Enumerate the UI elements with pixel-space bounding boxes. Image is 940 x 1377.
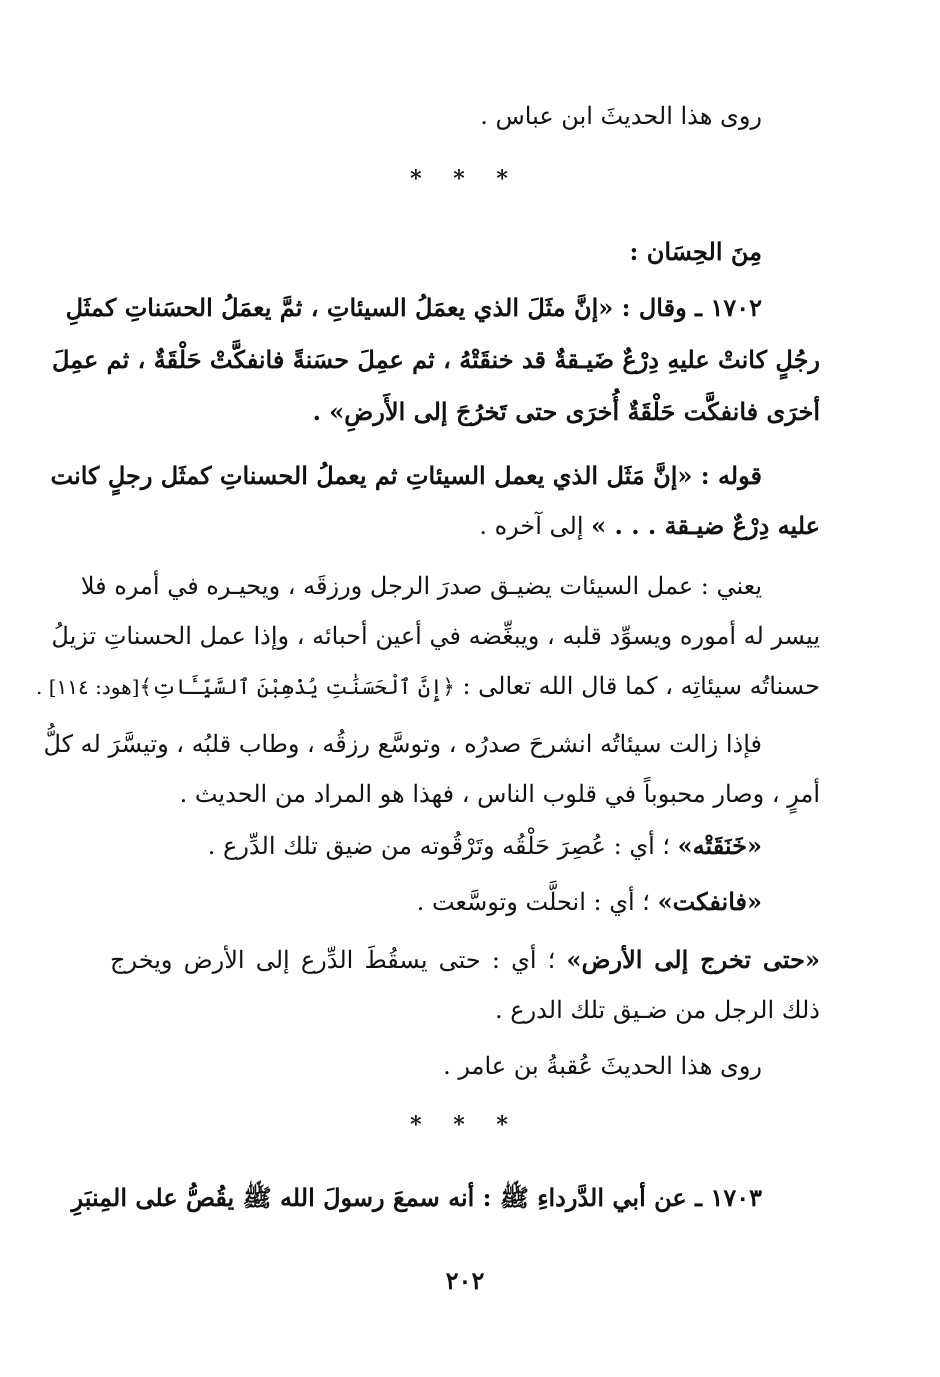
explanation-line-4: فإذا زالت سيئاتُه انشرحَ صدرُه ، وتوسَّع رزقُه ، وطاب قلبُه ، وتيسَّرَ له كلُّ (43, 730, 762, 758)
hadith-1703-line-1: ١٧٠٣ ـ عن أبي الدَّرداءِ ﷺ : أنه سمعَ رسولَ الله ﷺ يقُصُّ على المِنبَرِ (71, 1183, 762, 1212)
quote-continuation: عليه دِرْعٌ ضيـقة . . . » (591, 511, 820, 540)
gloss-term: «خَنَقَتْه» (677, 831, 762, 860)
hadith-1702-line-2: رجُلٍ كانتْ عليهِ دِرْعٌ ضَيـقةٌ قد خنقَتْهُ ، ثم عمِلَ حسَنةً فانفكَّتْ حَلْقَةٌ ، ثم عمِلَ (51, 345, 820, 374)
explanation-line-2: ييسر له أموره ويسوِّد قلبه ، ويبغِّضه في أعين أحبائه ، وإذا عمل الحسناتِ تزيلُ (51, 622, 820, 650)
quote-suffix: إلى آخره . (479, 512, 592, 540)
document-page (36, 0, 821, 1377)
section-separator-stars: * * * (410, 1112, 520, 1138)
verse-reference: [هود: ١١٤] . (36, 675, 140, 699)
section-heading: مِنَ الحِسَان : (629, 237, 762, 266)
hadith-1702-line-1: ١٧٠٢ ـ وقال : «إنَّ مثَلَ الذي يعمَلُ السيئاتِ ، ثمَّ يعمَلُ الحسَناتِ كمثَلِ (65, 293, 762, 322)
gloss-hatta-takhruj (110, 940, 820, 980)
hadith-1702-line-3: أخرَى فانفكَّت حَلْقَةٌ أُخرَى حتى تَخرُجَ إلى الأَرضِ» . (312, 397, 820, 426)
narration-line-ibn-abbas: روى هذا الحديثَ ابن عباس . (480, 102, 762, 130)
gloss-definition: ؛ أي : عُصِرَ حَلْقُه وتَرْقُوته من ضيق تلك الدِّرع . (207, 832, 678, 860)
explanation-text: حسناتُه سيئاتِه ، كما قال الله تعالى : (454, 672, 820, 700)
gloss-definition: ؛ أي : انحلَّت وتوسَّعت . (416, 888, 658, 916)
quran-verse: ﴿إِنَّ ٱلْحَسَنَٰتِ يُذْهِبْنَ ٱلسَّيِّـَٔاتِ﴾ (139, 675, 455, 699)
explanation-line-3 (36, 666, 820, 707)
explanation-line-5: أمرٍ ، وصار محبوباً في قلوب الناس ، فهذا هو المراد من الحديث . (179, 780, 820, 808)
commentary-quote-line-1: قوله : «إنَّ مَثَل الذي يعمل السيئاتِ ثم يعملُ الحسناتِ كمثَل رجلٍ كانت (50, 461, 762, 490)
commentary-quote-line-2 (110, 506, 820, 546)
explanation-line-1: يعني : عمل السيئات يضيـق صدرَ الرجل ورزقَه ، ويحيـره في أمره فلا (80, 572, 762, 600)
narration-line-uqba: روى هذا الحديثَ عُقبةُ بن عامر . (443, 1052, 762, 1080)
gloss-continuation: ذلك الرجل من ضـيق تلك الدرع . (495, 996, 820, 1024)
gloss-definition: ؛ أي : حتى يسقُطَ الدِّرع إلى الأرض ويخرج (110, 946, 567, 974)
section-separator-stars: * * * (410, 166, 520, 192)
gloss-term: «فانفكت» (657, 887, 762, 916)
gloss-fanfakkat (110, 882, 820, 922)
page-number: ٢٠٢ (445, 1266, 485, 1295)
gloss-khanaqathu (110, 826, 820, 866)
gloss-term: «حتى تخرج إلى الأرض» (566, 945, 821, 974)
